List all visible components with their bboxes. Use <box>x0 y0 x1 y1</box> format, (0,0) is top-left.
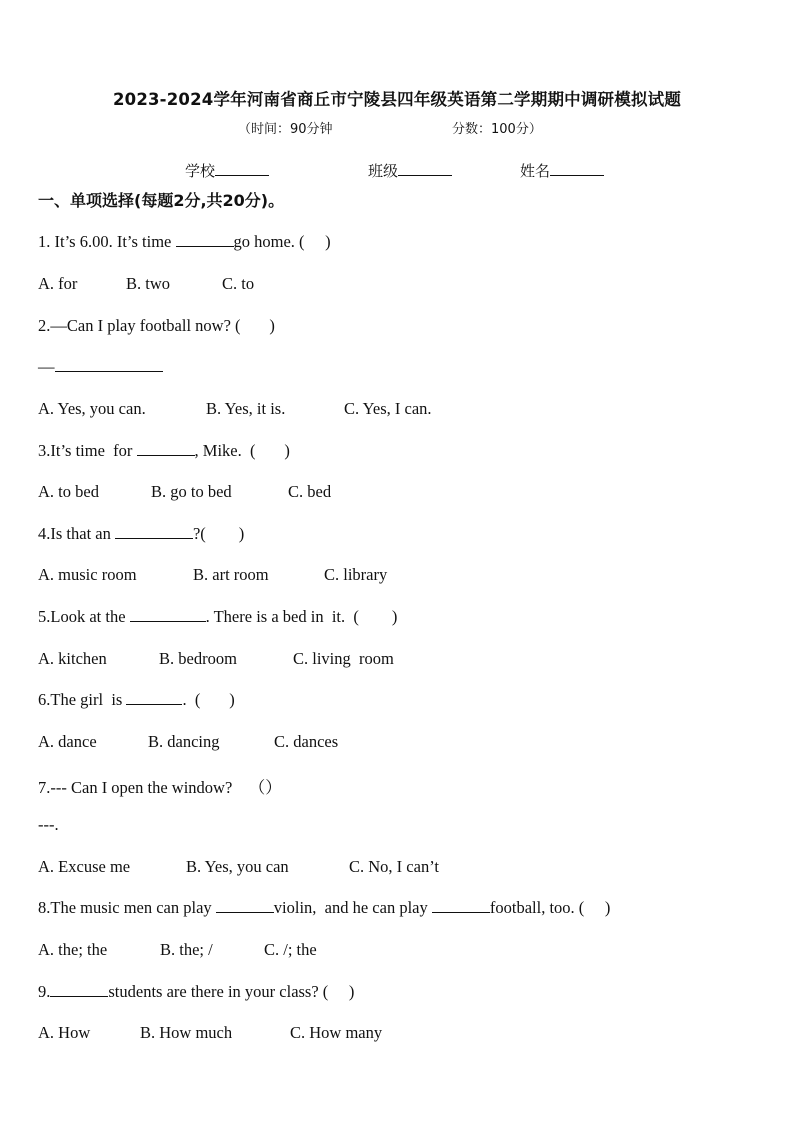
answer-line-2 <box>38 357 163 377</box>
option-b[interactable]: B. two <box>126 274 171 293</box>
question-stem: violin, and he can play <box>273 898 432 917</box>
question-stem: 3.It’s time for <box>38 441 137 460</box>
option-b[interactable]: B. art room <box>193 565 269 584</box>
question-stem: 4.Is that an <box>38 524 115 543</box>
answer-blank[interactable] <box>176 233 234 247</box>
answer-blank[interactable] <box>50 983 108 997</box>
question-stem: . There is a bed in it. ( ) <box>205 607 398 626</box>
name-label: 姓名 <box>520 162 551 180</box>
option-c[interactable]: C. /; the <box>264 940 317 959</box>
option-b[interactable]: B. Yes, it is. <box>206 399 286 418</box>
question-stem: 5.Look at the <box>38 607 130 626</box>
option-b[interactable]: B. Yes, you can <box>186 857 289 876</box>
exam-time: （时间：90分钟 <box>238 122 333 137</box>
option-a[interactable]: A. for <box>38 274 78 293</box>
option-a[interactable]: A. to bed <box>38 482 99 501</box>
class-blank[interactable] <box>398 161 452 176</box>
option-c[interactable]: C. No, I can’t <box>349 857 439 876</box>
answer-blank[interactable] <box>137 442 195 456</box>
school-blank[interactable] <box>215 161 269 176</box>
question-5 <box>38 607 397 627</box>
option-a[interactable]: A. dance <box>38 732 97 751</box>
option-a[interactable]: A. the; the <box>38 940 108 959</box>
question-stem: 1. It’s 6.00. It’s time <box>38 232 176 251</box>
question-stem: ?( ) <box>192 524 245 543</box>
option-a[interactable]: A. kitchen <box>38 649 107 668</box>
question-stem: go home. ( ) <box>233 232 331 251</box>
option-c[interactable]: C. Yes, I can. <box>344 399 432 418</box>
answer-blank[interactable] <box>115 525 193 539</box>
section-title: 一、单项选择(每题2分,共20分)。 <box>38 191 285 210</box>
question-stem: , Mike. ( ) <box>194 441 290 460</box>
answer-blank[interactable] <box>55 358 163 372</box>
name-field <box>520 160 604 181</box>
class-label: 班级 <box>368 162 399 180</box>
answer-blank[interactable] <box>130 608 206 622</box>
question-stem: 6.The girl is <box>38 690 127 709</box>
question-stem: 8.The music men can play <box>38 898 216 917</box>
option-b[interactable]: B. go to bed <box>151 482 232 501</box>
option-b[interactable]: B. dancing <box>148 732 220 751</box>
option-b[interactable]: B. bedroom <box>159 649 237 668</box>
question-stem: students are there in your class? ( ) <box>108 982 355 1001</box>
question-3 <box>38 441 290 461</box>
answer-blank[interactable] <box>432 899 490 913</box>
option-b[interactable]: B. the; / <box>160 940 213 959</box>
name-blank[interactable] <box>550 161 604 176</box>
answer-blank[interactable] <box>126 691 182 705</box>
option-c[interactable]: C. library <box>324 565 388 584</box>
option-b[interactable]: B. How much <box>140 1023 233 1042</box>
option-c[interactable]: C. How many <box>290 1023 383 1042</box>
question-stem: football, too. ( ) <box>489 898 611 917</box>
question-6 <box>38 690 235 710</box>
answer-line-7: ---. <box>38 815 59 834</box>
exam-score: 分数：100分） <box>452 122 542 137</box>
school-field <box>185 160 269 181</box>
question-7: 7.--- Can I open the window? （） <box>38 778 282 797</box>
question-9 <box>38 982 354 1002</box>
option-c[interactable]: C. bed <box>288 482 332 501</box>
question-1 <box>38 232 331 252</box>
option-c[interactable]: C. to <box>222 274 255 293</box>
answer-prefix: — <box>38 357 55 376</box>
option-a[interactable]: A. Yes, you can. <box>38 399 146 418</box>
option-c[interactable]: C. dances <box>274 732 339 751</box>
option-c[interactable]: C. living room <box>293 649 394 668</box>
class-field <box>368 160 452 181</box>
school-label: 学校 <box>185 162 216 180</box>
question-stem: . ( ) <box>182 690 235 709</box>
option-a[interactable]: A. How <box>38 1023 91 1042</box>
answer-blank[interactable] <box>216 899 274 913</box>
option-a[interactable]: A. music room <box>38 565 137 584</box>
question-2: 2.—Can I play football now? ( ) <box>38 316 275 335</box>
question-stem: 9. <box>38 982 51 1001</box>
question-4 <box>38 524 244 544</box>
page-title: 2023-2024学年河南省商丘市宁陵县四年级英语第二学期期中调研模拟试题 <box>112 90 682 109</box>
option-a[interactable]: A. Excuse me <box>38 857 131 876</box>
question-8 <box>38 898 610 918</box>
